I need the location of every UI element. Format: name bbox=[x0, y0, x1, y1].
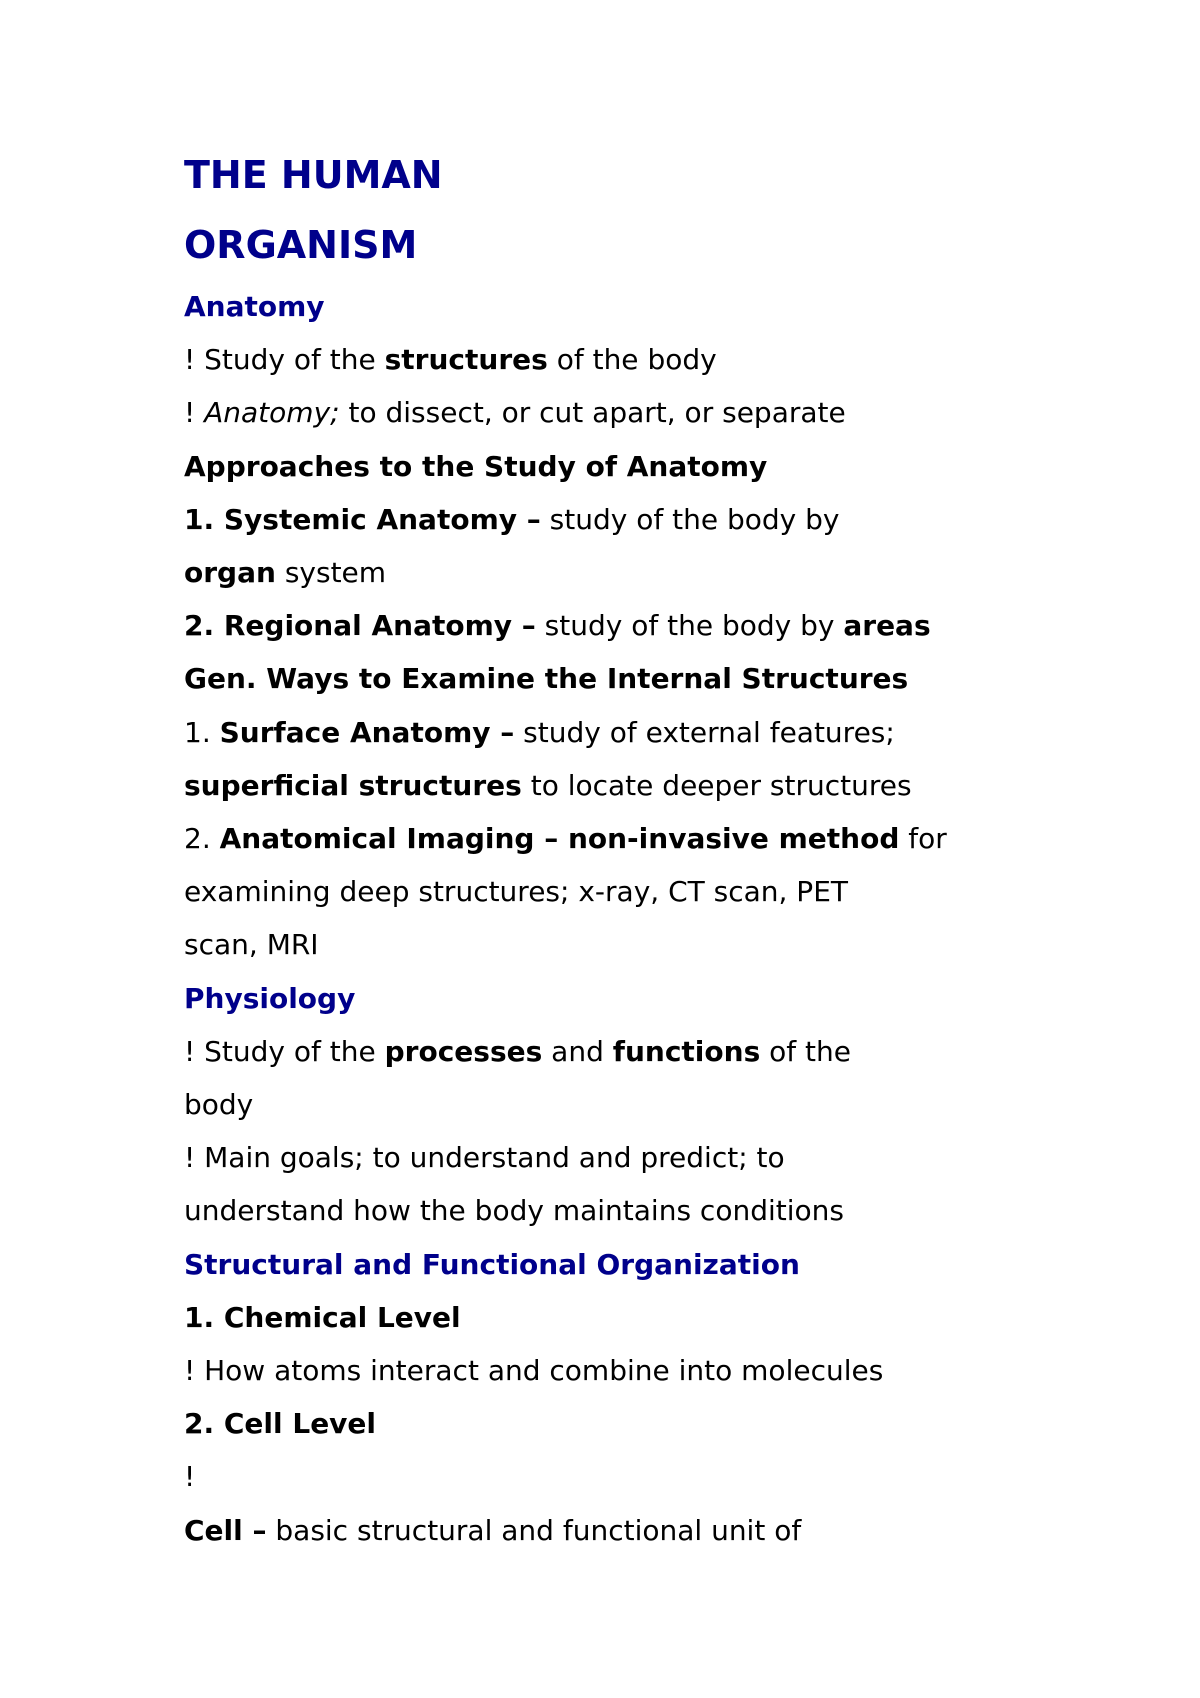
approaches-heading: Approaches to the Study of Anatomy bbox=[184, 449, 768, 483]
organization-heading: Structural and Functional Organization bbox=[184, 1247, 800, 1281]
cell-level-bullet: ! bbox=[184, 1460, 196, 1494]
title-line-1: THE HUMAN bbox=[184, 153, 443, 197]
anatomical-imaging: 2. Anatomical Imaging – non-invasive method for bbox=[184, 822, 947, 856]
physiology-goals: ! Main goals; to understand and predict; to bbox=[184, 1141, 785, 1175]
physiology-definition-1: ! Study of the processes and functions of the bbox=[184, 1034, 851, 1068]
cell-level-heading: 2. Cell Level bbox=[184, 1407, 377, 1441]
physiology-heading: Physiology bbox=[184, 981, 356, 1015]
chemical-level-heading: 1. Chemical Level bbox=[184, 1300, 461, 1334]
anatomical-imaging-cont-1: examining deep structures; x-ray, CT scan, PET bbox=[184, 875, 848, 909]
anatomical-imaging-cont-2: scan, MRI bbox=[184, 928, 319, 962]
chemical-level-text: ! How atoms interact and combine into molecules bbox=[184, 1354, 884, 1388]
physiology-definition-1-cont: body bbox=[184, 1088, 254, 1122]
systemic-anatomy: 1. Systemic Anatomy – study of the body by bbox=[184, 502, 840, 536]
cell-definition: Cell – basic structural and functional unit of bbox=[184, 1513, 802, 1547]
title-line-2: ORGANISM bbox=[184, 223, 418, 267]
surface-anatomy: 1. Surface Anatomy – study of external features; bbox=[184, 715, 895, 749]
document-title bbox=[184, 140, 1084, 280]
systemic-anatomy-cont: organ system bbox=[184, 556, 387, 590]
anatomy-definition-1: ! Study of the structures of the body bbox=[184, 343, 717, 377]
physiology-goals-cont: understand how the body maintains conditions bbox=[184, 1194, 844, 1228]
document-body bbox=[184, 140, 1084, 1557]
surface-anatomy-cont: superficial structures to locate deeper structures bbox=[184, 768, 912, 802]
anatomy-definition-2: ! Anatomy; to dissect, or cut apart, or separate bbox=[184, 396, 846, 430]
regional-anatomy: 2. Regional Anatomy – study of the body by areas bbox=[184, 609, 931, 643]
ways-heading: Gen. Ways to Examine the Internal Structures bbox=[184, 662, 909, 696]
anatomy-heading: Anatomy bbox=[184, 290, 325, 323]
